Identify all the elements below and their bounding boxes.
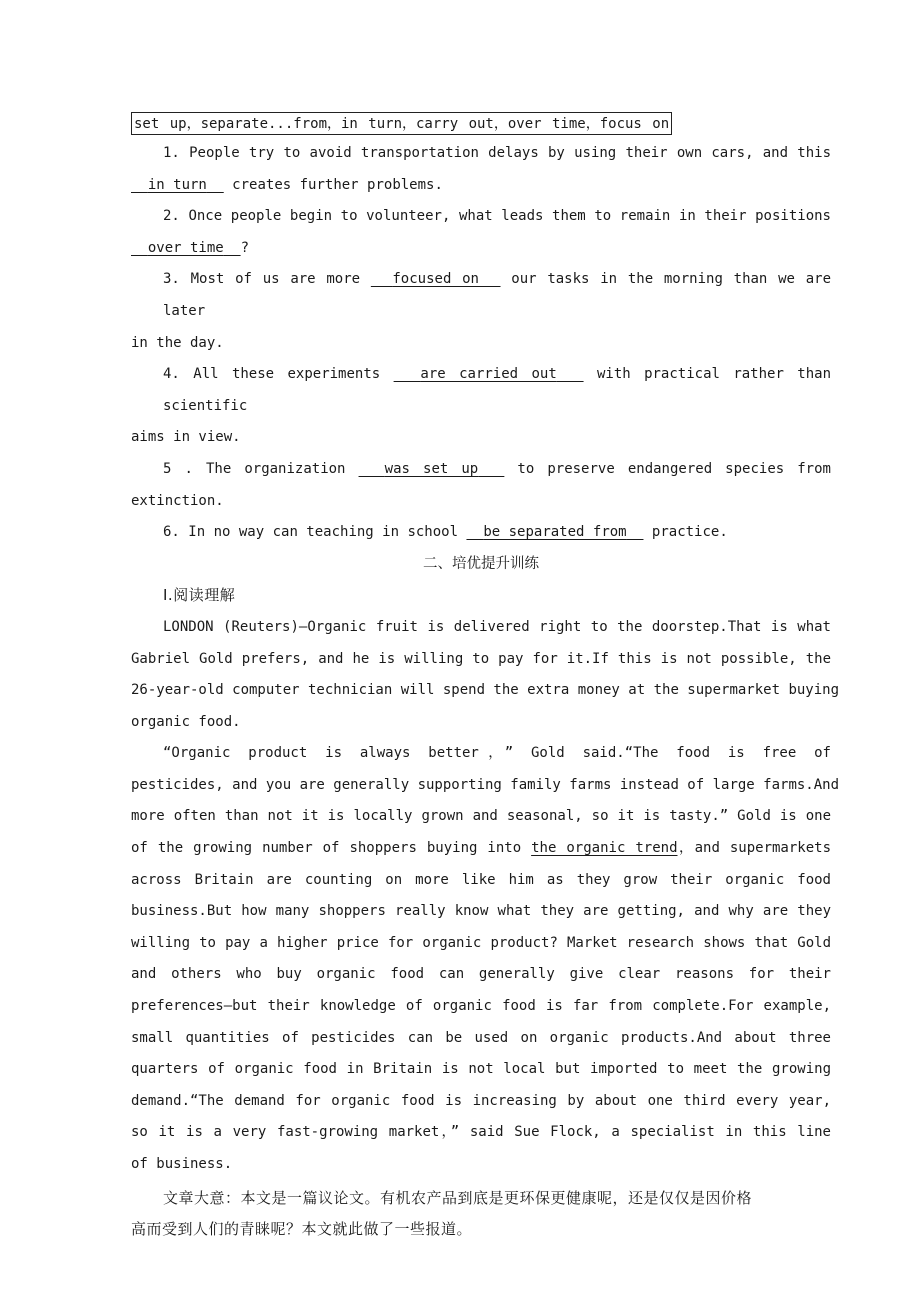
part-title: Ⅰ.阅读理解 xyxy=(163,586,236,605)
passage-line: LONDON (Reuters)—Organic fruit is delivered right to the doorstep.That is what xyxy=(163,618,831,635)
document-page xyxy=(131,112,840,1246)
passage-line: 26-year-old computer technician will spend the extra money at the supermarket buying xyxy=(131,682,840,699)
answer-blank: in turn xyxy=(147,176,207,193)
answer-blank: was set up xyxy=(384,460,479,477)
exercise-number: 2. xyxy=(163,208,180,225)
exercise-text: The organization xyxy=(205,460,346,477)
passage-line: organic food. xyxy=(131,713,241,730)
summary-line: 文章大意：本文是一篇议论文。有机农产品到底是更环保更健康呢，还是仅仅是因价格 xyxy=(163,1188,753,1207)
passage-line: business.But how many shoppers really know what they are getting, and why are they xyxy=(131,903,831,920)
summary-line: 高而受到人们的青睐呢？本文就此做了一些报道。 xyxy=(131,1220,473,1239)
exercise-text: extinction. xyxy=(131,492,224,509)
exercise-text: to preserve endangered species from xyxy=(517,460,831,477)
exercise-text: Most of us are more xyxy=(190,271,361,288)
exercise-2 xyxy=(131,201,831,233)
exercise-1-cont xyxy=(131,170,831,202)
exercise-number: 5 . xyxy=(163,460,193,477)
word-box xyxy=(99,112,831,138)
passage-line: more often than not it is locally grown and seasonal, so it is tasty.” Gold is one xyxy=(131,808,831,825)
exercise-text: in the day. xyxy=(131,334,224,351)
answer-blank: over time xyxy=(147,239,224,256)
exercise-number: 1. xyxy=(163,145,180,161)
passage-line: demand.“The demand for organic food is increasing by about one third every year, xyxy=(131,1092,831,1109)
passage-line: of business. xyxy=(131,1156,233,1172)
passage-line: small quantities of pesticides can be used on organic products.And about three xyxy=(131,1029,831,1046)
exercise-text: People try to avoid transportation delays by using their own cars, and this xyxy=(189,145,831,161)
exercise-text: All these experiments xyxy=(193,366,381,383)
passage-line xyxy=(131,833,831,865)
passage-line: and others who buy organic food can generally give clear reasons for their xyxy=(131,966,831,983)
exercise-number: 3. xyxy=(163,271,180,288)
exercise-4 xyxy=(131,359,831,422)
passage-line: across Britain are counting on more like him as they grow their organic food xyxy=(131,871,831,888)
passage-line: “Organic product is always better，” Gold said.“The food is free of xyxy=(163,745,831,762)
exercise-2-cont xyxy=(131,233,831,265)
exercise-number: 6. xyxy=(163,524,180,541)
passage-text: ，and supermarkets xyxy=(677,840,831,857)
summary xyxy=(131,1183,831,1246)
exercise-text: with practical rather than scientific xyxy=(163,366,832,414)
section-title: 二、培优提升训练 xyxy=(423,555,539,572)
underlined-phrase: the organic trend xyxy=(531,840,678,857)
exercise-3 xyxy=(131,264,831,327)
passage-line: Gabriel Gold prefers, and he is willing to pay for it.If this is not possible, the xyxy=(131,650,831,667)
answer-blank: focused on xyxy=(392,271,479,288)
exercise-6 xyxy=(131,517,831,549)
exercise-4-cont xyxy=(131,422,831,454)
exercise-text: ? xyxy=(240,239,250,256)
exercise-text: our tasks in the morning than we are later xyxy=(163,271,832,319)
passage-line: willing to pay a higher price for organic product? Market research shows that Gold xyxy=(131,934,831,951)
passage-line: pesticides, and you are generally supporting family farms instead of large farms.And xyxy=(131,776,840,793)
passage-line: quarters of organic food in Britain is not local but imported to meet the growing xyxy=(131,1061,831,1078)
answer-blank: are carried out xyxy=(420,366,557,383)
exercise-text: In no way can teaching in school xyxy=(188,524,459,541)
exercise-3-cont xyxy=(131,328,831,360)
exercise-text: practice. xyxy=(651,524,728,541)
exercise-text: Once people begin to volunteer, what leads them to remain in their positions xyxy=(188,208,831,225)
passage-line: so it is a very fast-growing market，” said Sue Flock, a specialist in this line xyxy=(131,1124,831,1141)
passage-paragraph-2 xyxy=(131,738,840,1180)
exercise-5 xyxy=(131,454,831,486)
exercise-text: aims in view. xyxy=(131,429,241,446)
passage-paragraph-1 xyxy=(131,612,840,738)
exercise-text: creates further problems. xyxy=(232,176,443,193)
passage-text: of the growing number of shoppers buying into xyxy=(131,840,532,857)
passage-line: preferences—but their knowledge of organic food is far from complete.For example, xyxy=(131,998,831,1015)
exercise-number: 4. xyxy=(163,366,180,383)
answer-blank: be separated from xyxy=(483,524,627,541)
exercise-5-cont xyxy=(131,486,831,518)
exercise-1 xyxy=(131,138,831,170)
word-bank: set up，separate...from，in turn，carry out，over time，focus on xyxy=(131,112,672,135)
